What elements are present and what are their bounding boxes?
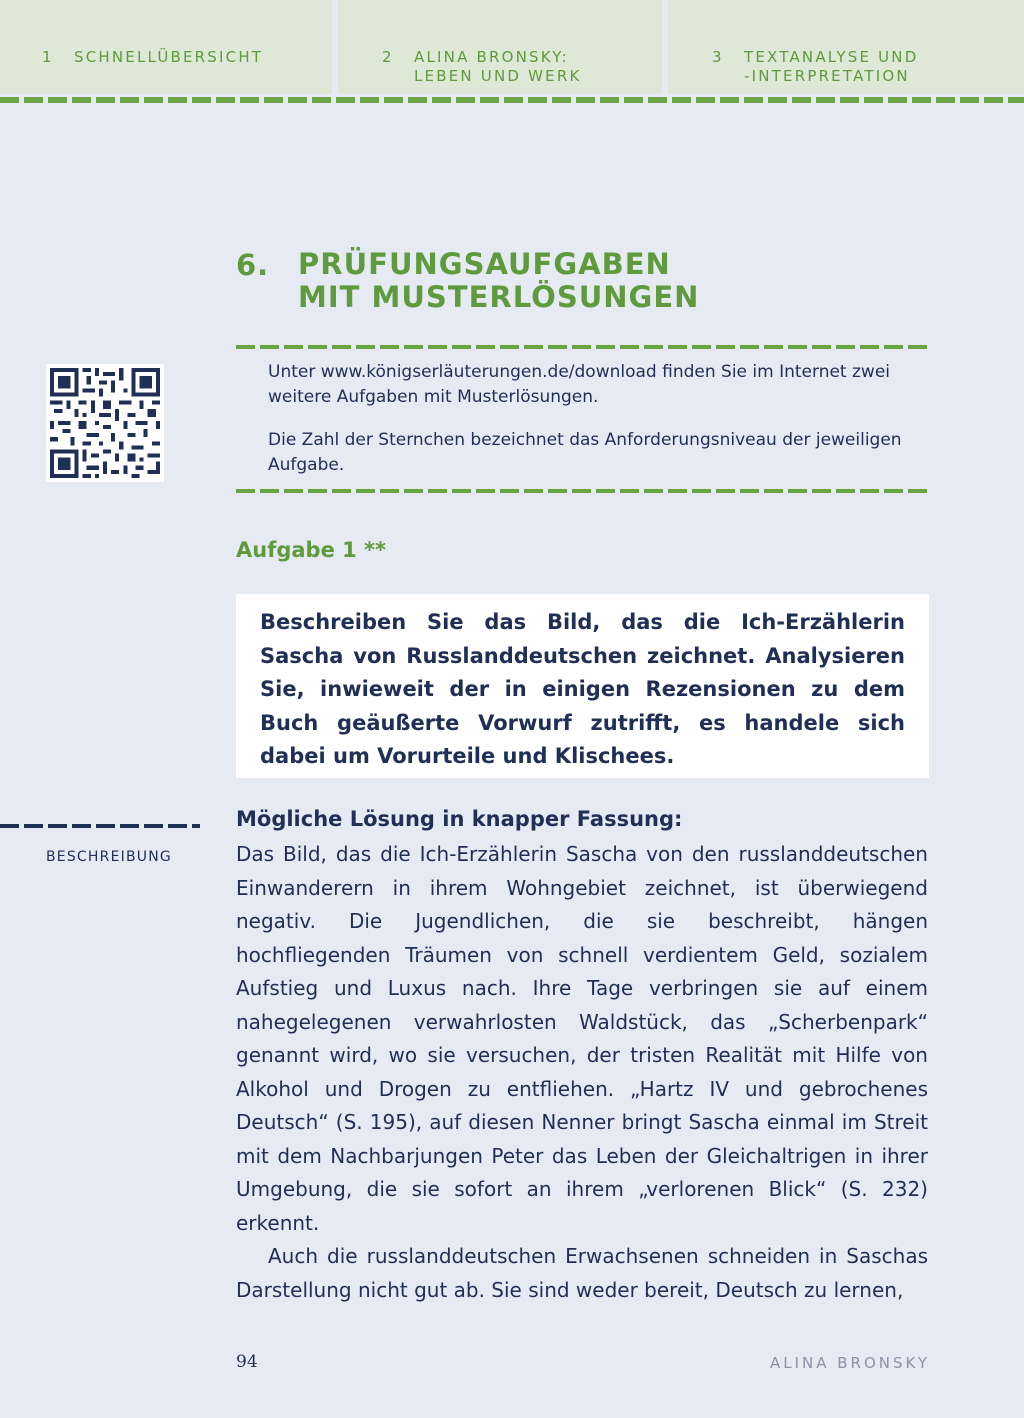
nav-tab-number: 3 (712, 48, 724, 66)
solution-heading: Mögliche Lösung in knapper Fassung: (236, 807, 683, 831)
download-info: Unter www.königserläuterungen.de/download finden Sie im Internet zwei weitere Aufgaben mit Musterlösungen. (268, 362, 891, 407)
nav-tab-leben-und-werk[interactable] (338, 0, 662, 94)
solution-text (236, 838, 928, 1307)
chapter-title (298, 248, 898, 314)
nav-divider (0, 97, 1024, 103)
running-title: ALINA BRONSKY (769, 1354, 930, 1372)
solution-paragraph: Das Bild, das die Ich-Erzählerin Sascha von den russlanddeutschen Einwanderern in ihrem Wohngebiet zeichnet, ist überwiegend negativ. Die Jugendlichen, die sie beschreibt, hängen hochfliegenden Träumen von schnell verdientem Geld, sozialem Aufstieg und Luxus nach. Ihre Tage verbringen sie auf einem nahegelegenen verwahrlosten Waldstück, das „Scherbenpark“ genannt wird, wo sie versuchen, der tristen Realität mit Hilfe von Alkohol und Drogen zu entfliehen. „Hartz IV und gebrochenes Deutsch“ (S. 195), auf diesen Nenner bringt Sascha einmal im Streit mit dem Nachbarjungen Peter das Leben der Gleichaltrigen in ihrer Umgebung, die sie sofort an ihrem „verlorenen Blick“ (S. 232) erkennt. (236, 842, 928, 1235)
nav-tab-textanalyse[interactable] (668, 0, 1024, 94)
chapter-title-line: MIT MUSTERLÖSUNGEN (298, 280, 700, 314)
nav-tab-number: 1 (42, 48, 54, 66)
difficulty-info: Die Zahl der Sternchen bezeichnet das Anforderungsniveau der jeweiligen Aufgabe. (268, 430, 902, 475)
nav-tab-label: ALINA BRONSKY: LEBEN UND WERK (414, 48, 582, 85)
nav-tab-label: TEXTANALYSE UND -INTERPRETATION (744, 48, 919, 85)
nav-tab-schnelluebersicht[interactable] (0, 0, 332, 94)
task-text: Beschreiben Sie das Bild, das die Ich-Erzählerin Sascha von Russlanddeutschen zeichnet. Analysieren Sie, inwieweit der in einigen Rezensionen zu dem Buch geäußerte Vorwurf zutrifft, es handele sich dabei um Vorurteile und Klischees. (260, 610, 905, 768)
nav-tab-label: SCHNELLÜBERSICHT (74, 48, 264, 66)
info-bottom-divider (236, 489, 928, 493)
margin-divider (0, 824, 200, 828)
chapter-navigation (0, 0, 1024, 96)
nav-tab-number: 2 (382, 48, 394, 66)
info-top-divider (236, 345, 928, 349)
task-heading: Aufgabe 1 ** (236, 538, 387, 562)
chapter-title-line: PRÜFUNGSAUFGABEN (298, 247, 671, 281)
solution-paragraph: Auch die russlanddeutschen Erwachsenen schneiden in Saschas Darstellung nicht gut ab. Sie sind weder bereit, Deutsch zu lernen, (236, 1244, 928, 1302)
page-number: 94 (236, 1352, 258, 1372)
margin-label: BESCHREIBUNG (46, 849, 172, 865)
qr-code-icon[interactable] (46, 364, 164, 482)
chapter-number: 6. (236, 248, 270, 282)
task-box (236, 594, 929, 778)
